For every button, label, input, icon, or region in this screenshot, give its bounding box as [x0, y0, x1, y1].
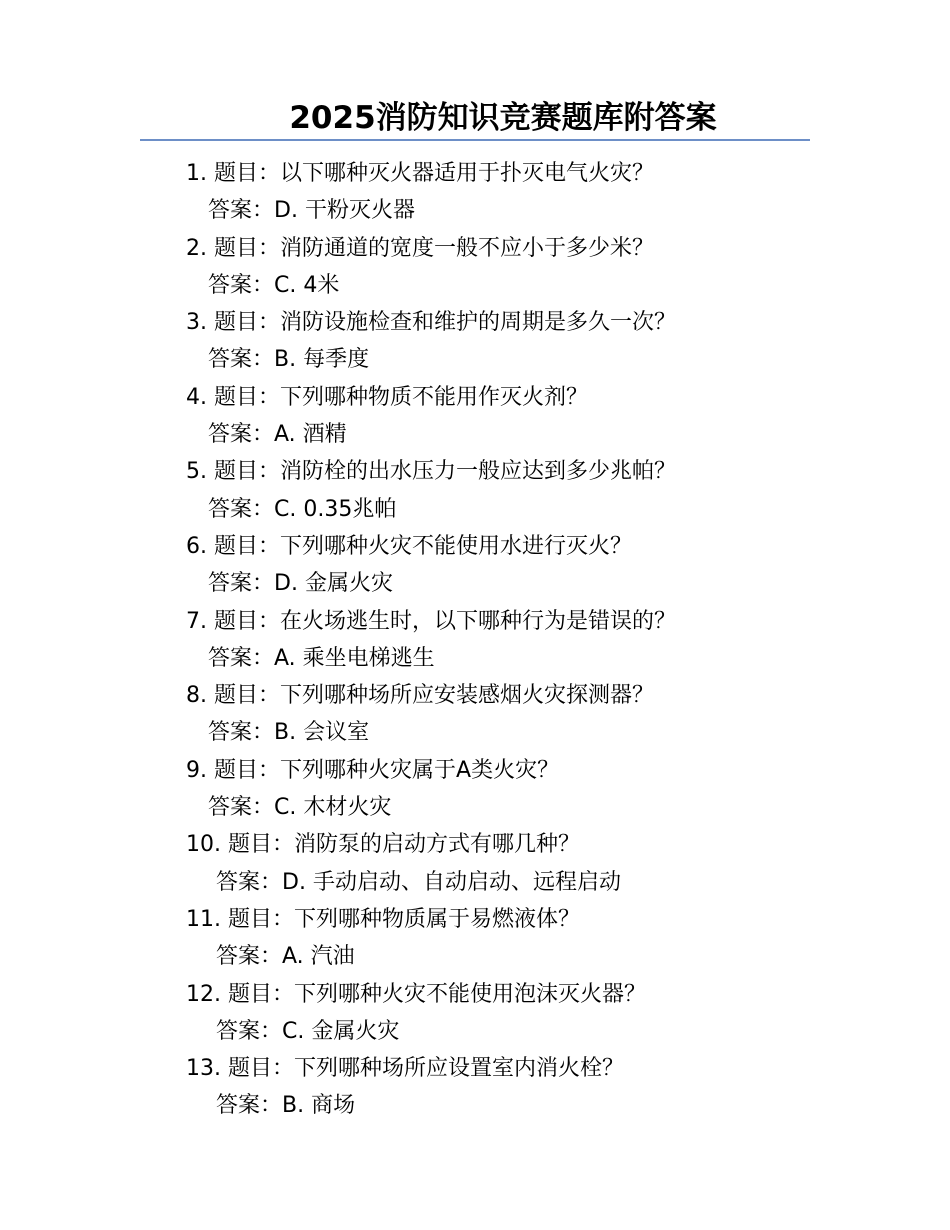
answer-line-8 — [186, 714, 806, 751]
answer-label: 答案： — [208, 645, 275, 671]
answer-label: 答案： — [208, 571, 275, 597]
answer-text: B. 商场 — [282, 1093, 356, 1119]
question-line-12 — [186, 976, 806, 1013]
answer-line-12 — [186, 1013, 806, 1050]
question-number: 8. — [186, 683, 207, 709]
answer-text: D. 金属火灾 — [274, 571, 393, 597]
question-text: 下列哪种火灾不能使用泡沫灭火器？ — [294, 981, 647, 1007]
answer-label: 答案： — [216, 1093, 283, 1119]
question-line-11 — [186, 901, 806, 938]
question-line-10 — [186, 826, 806, 863]
question-text: 以下哪种灭火器适用于扑灭电气火灾？ — [280, 161, 655, 186]
answer-label: 答案： — [208, 720, 275, 746]
answer-label: 答案： — [208, 496, 275, 522]
question-line-7 — [186, 603, 806, 640]
question-line-1 — [186, 155, 806, 192]
question-number: 13. — [186, 1056, 221, 1082]
question-line-9 — [186, 752, 806, 789]
question-text: 下列哪种火灾属于A类火灾？ — [280, 757, 560, 783]
answer-text: B. 每季度 — [274, 347, 370, 373]
question-label: 题目： — [214, 459, 281, 485]
answer-text: A. 乘坐电梯逃生 — [274, 645, 435, 671]
answer-text: A. 汽油 — [282, 944, 355, 970]
question-label: 题目： — [228, 981, 295, 1007]
question-line-5 — [186, 453, 806, 490]
question-number: 6. — [186, 533, 207, 559]
question-line-2 — [186, 230, 806, 267]
question-number: 9. — [186, 757, 207, 783]
question-number: 12. — [186, 981, 221, 1007]
question-label: 题目： — [214, 533, 281, 559]
question-text: 消防栓的出水压力一般应达到多少兆帕？ — [280, 459, 677, 485]
question-line-4 — [186, 379, 806, 416]
answer-text: D. 手动启动、自动启动、远程启动 — [282, 869, 621, 895]
question-label: 题目： — [214, 310, 281, 336]
question-number: 5. — [186, 459, 207, 485]
question-label: 题目： — [228, 1056, 295, 1082]
qa-list — [186, 155, 806, 1125]
question-text: 下列哪种物质不能用作灭火剂？ — [280, 384, 589, 410]
question-text: 下列哪种场所应设置室内消火栓？ — [294, 1056, 625, 1082]
question-text: 在火场逃生时，以下哪种行为是错误的？ — [280, 608, 677, 634]
answer-line-7 — [186, 640, 806, 677]
question-number: 11. — [186, 906, 221, 932]
question-line-3 — [186, 304, 806, 341]
answer-text: A. 酒精 — [274, 422, 347, 448]
question-number: 4. — [186, 384, 207, 410]
answer-line-4 — [186, 416, 806, 453]
answer-line-13 — [186, 1087, 806, 1124]
answer-label: 答案： — [208, 347, 275, 373]
answer-line-10 — [186, 864, 806, 901]
question-label: 题目： — [214, 757, 281, 783]
answer-label: 答案： — [216, 944, 283, 970]
title-underline — [140, 139, 810, 141]
question-number: 7. — [186, 608, 207, 634]
question-number: 1. — [186, 161, 207, 186]
question-label: 题目： — [214, 235, 281, 261]
question-text: 消防设施检查和维护的周期是多久一次？ — [280, 310, 677, 336]
question-label: 题目： — [214, 683, 281, 709]
answer-label: 答案： — [208, 272, 275, 298]
question-label: 题目： — [228, 832, 295, 858]
question-line-8 — [186, 677, 806, 714]
question-number: 3. — [186, 310, 207, 336]
answer-line-2 — [186, 267, 806, 304]
answer-label: 答案： — [216, 869, 283, 895]
answer-text: C. 金属火灾 — [282, 1018, 400, 1044]
answer-text: C. 4米 — [274, 272, 340, 298]
question-text: 下列哪种场所应安装感烟火灾探测器？ — [280, 683, 655, 709]
question-line-6 — [186, 528, 806, 565]
question-number: 2. — [186, 235, 207, 261]
answer-line-6 — [186, 565, 806, 602]
answer-line-5 — [186, 491, 806, 528]
question-label: 题目： — [228, 906, 295, 932]
answer-label: 答案： — [208, 422, 275, 448]
answer-line-3 — [186, 341, 806, 378]
answer-label: 答案： — [208, 795, 275, 821]
document-title: 2025消防知识竞赛题库附答案 — [289, 100, 717, 136]
answer-text: B. 会议室 — [274, 720, 370, 746]
question-line-13 — [186, 1050, 806, 1087]
question-number: 10. — [186, 832, 221, 858]
question-text: 下列哪种火灾不能使用水进行灭火？ — [280, 533, 633, 559]
answer-label: 答案： — [208, 198, 275, 224]
answer-text: C. 0.35兆帕 — [274, 496, 397, 522]
question-text: 消防通道的宽度一般不应小于多少米？ — [280, 235, 655, 261]
answer-line-1 — [186, 192, 806, 229]
question-text: 下列哪种物质属于易燃液体？ — [294, 906, 581, 932]
question-label: 题目： — [214, 608, 281, 634]
answer-label: 答案： — [216, 1018, 283, 1044]
answer-line-11 — [186, 938, 806, 975]
question-label: 题目： — [214, 161, 281, 186]
question-label: 题目： — [214, 384, 281, 410]
answer-line-9 — [186, 789, 806, 826]
answer-text: D. 干粉灭火器 — [274, 198, 415, 224]
question-text: 消防泵的启动方式有哪几种？ — [294, 832, 581, 858]
answer-text: C. 木材火灾 — [274, 795, 392, 821]
